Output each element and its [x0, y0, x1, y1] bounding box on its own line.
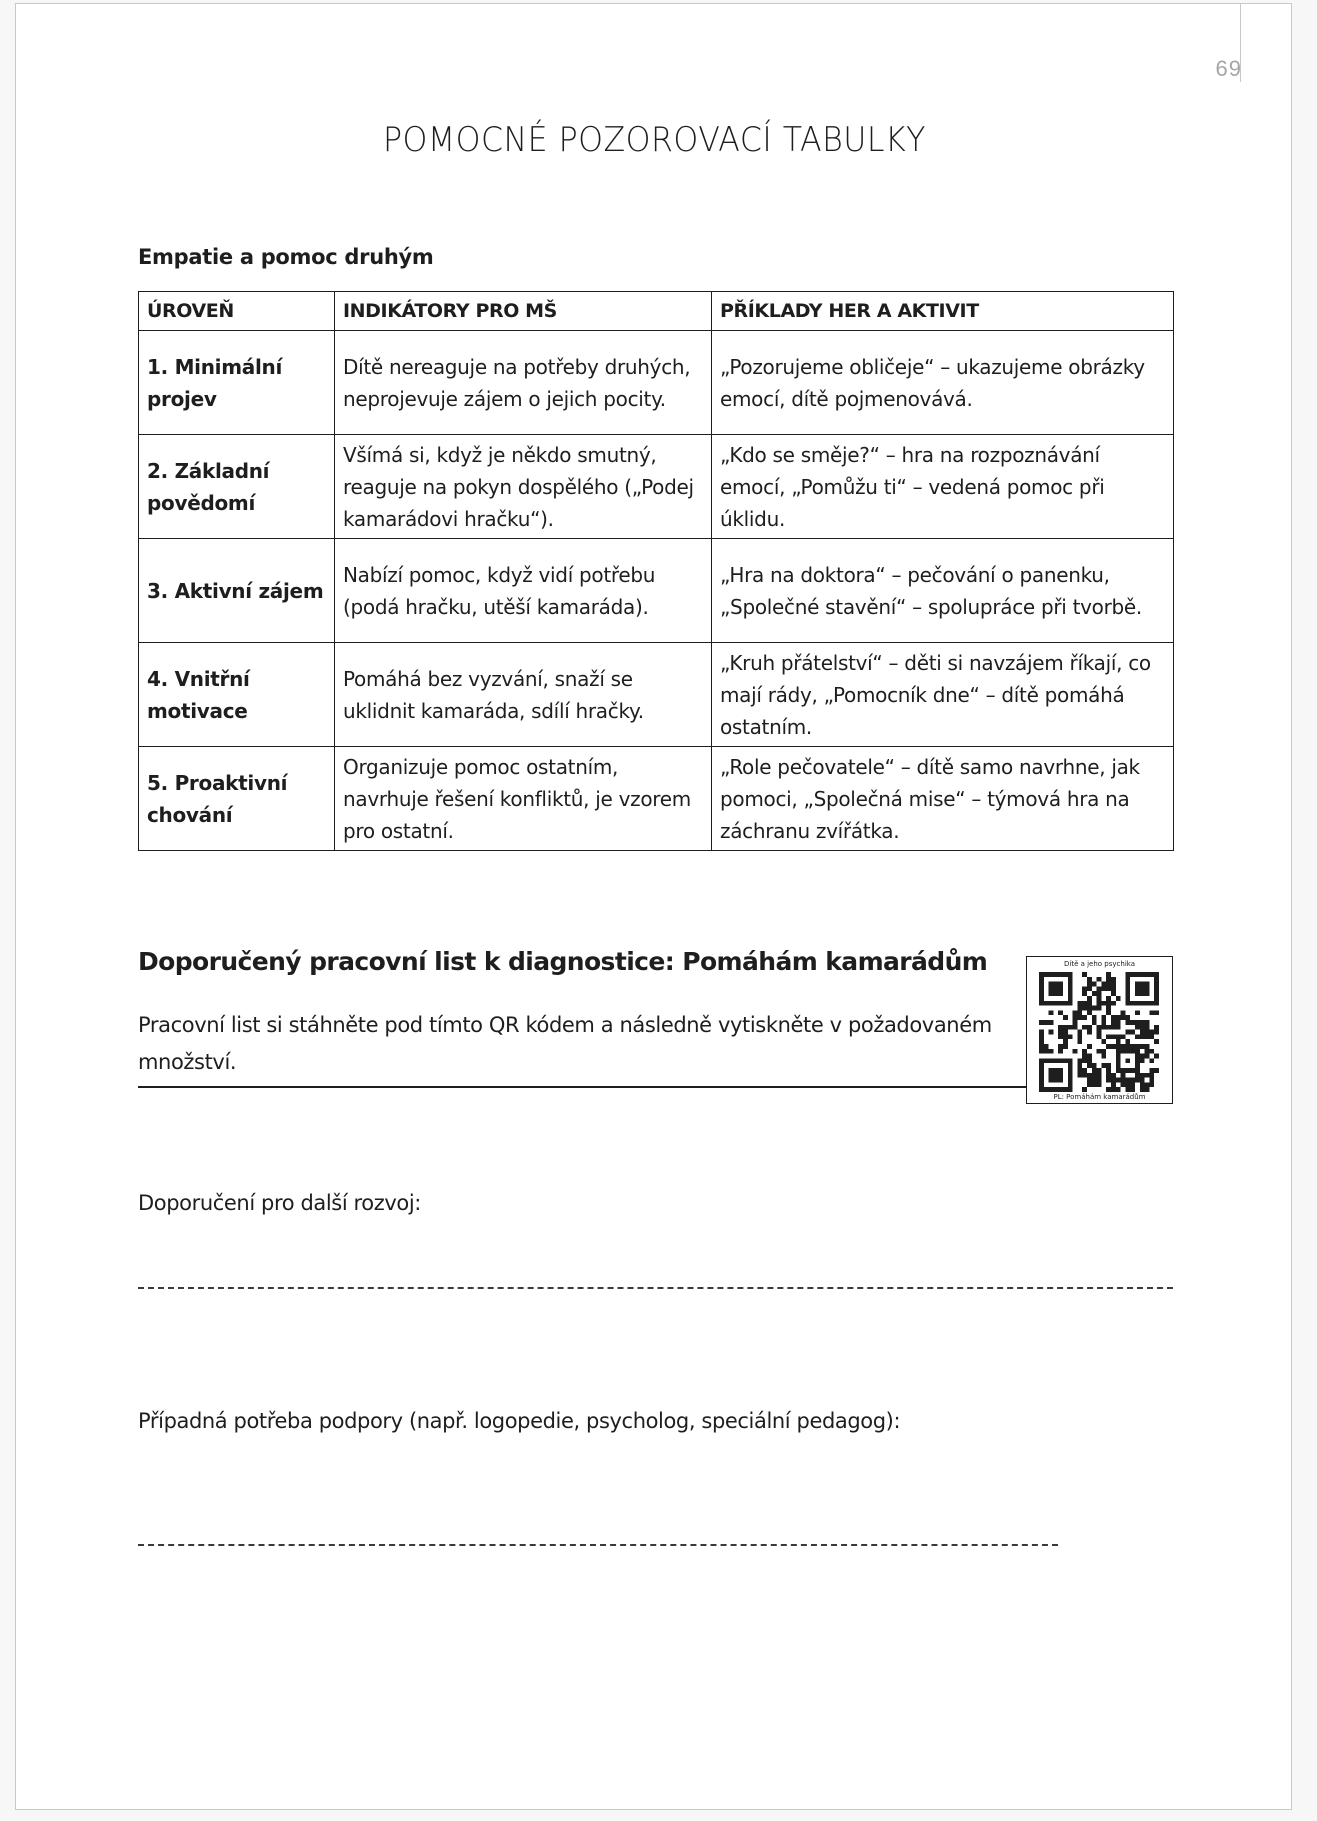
qr-module — [1154, 1039, 1159, 1044]
qr-module — [1039, 1049, 1044, 1054]
qr-module — [1058, 1030, 1063, 1035]
qr-module — [1097, 1034, 1102, 1039]
qr-module — [1130, 1030, 1135, 1035]
column-header-level: ÚROVEŇ — [139, 292, 335, 331]
qr-module — [1087, 1082, 1092, 1087]
qr-module — [1092, 1078, 1097, 1083]
qr-module — [1077, 1039, 1082, 1044]
qr-module — [1125, 1030, 1130, 1035]
qr-module — [1097, 1025, 1102, 1030]
qr-module — [1106, 1010, 1111, 1015]
qr-module — [1111, 986, 1116, 991]
qr-module — [1087, 1006, 1092, 1011]
qr-module — [1101, 1063, 1106, 1068]
qr-module — [1097, 1068, 1102, 1073]
qr-module — [1082, 1054, 1087, 1059]
qr-module — [1073, 1015, 1078, 1020]
qr-module — [1149, 1068, 1154, 1073]
qr-module — [1135, 1044, 1140, 1049]
qr-module — [1125, 1044, 1130, 1049]
qr-module — [1154, 1030, 1159, 1035]
qr-caption-bottom: PL: Pomáhám kamarádům — [1053, 1093, 1146, 1101]
qr-module — [1116, 1034, 1121, 1039]
qr-module — [1049, 1049, 1054, 1054]
qr-module — [1087, 1078, 1092, 1083]
qr-module — [1068, 1025, 1073, 1030]
qr-module — [1116, 1044, 1121, 1049]
qr-module — [1116, 1039, 1121, 1044]
qr-module — [1082, 1068, 1087, 1073]
qr-module — [1140, 1025, 1145, 1030]
development-recommendation-label: Doporučení pro další rozvoj: — [138, 1191, 421, 1215]
qr-module — [1111, 1020, 1116, 1025]
qr-module — [1149, 1058, 1154, 1063]
table-row — [139, 331, 1174, 435]
qr-module — [1077, 1015, 1082, 1020]
qr-module — [1097, 986, 1102, 991]
qr-module — [1116, 1020, 1121, 1025]
qr-module — [1097, 1078, 1102, 1083]
qr-module — [1121, 1082, 1126, 1087]
qr-module — [1106, 1044, 1111, 1049]
qr-module — [1111, 1087, 1116, 1092]
qr-module — [1082, 1049, 1087, 1054]
qr-module — [1082, 1025, 1087, 1030]
qr-module — [1058, 1010, 1063, 1015]
qr-module — [1082, 1006, 1087, 1011]
qr-module — [1063, 1025, 1068, 1030]
qr-module — [1082, 972, 1087, 977]
qr-module — [1092, 1068, 1097, 1073]
qr-module — [1097, 977, 1102, 982]
qr-module — [1097, 991, 1102, 996]
qr-module — [1087, 1025, 1092, 1030]
qr-module — [1077, 1073, 1082, 1078]
section-heading: Empatie a pomoc druhým — [138, 245, 434, 269]
qr-module — [1063, 1034, 1068, 1039]
qr-module — [1077, 1001, 1082, 1006]
qr-module — [1125, 1020, 1130, 1025]
qr-module — [1140, 1073, 1145, 1078]
qr-module — [1106, 972, 1111, 977]
qr-module — [1039, 1030, 1044, 1035]
qr-module — [1106, 1068, 1111, 1073]
qr-module — [1145, 1054, 1150, 1059]
qr-module — [1101, 1049, 1106, 1054]
qr-module — [1125, 1082, 1130, 1087]
qr-module — [1101, 1039, 1106, 1044]
qr-module — [1121, 1078, 1126, 1083]
qr-module — [1087, 977, 1092, 982]
indicators-cell: Pomáhá bez vyzvání, snaží se uklidnit kamaráda, sdílí hračky. — [335, 643, 712, 747]
qr-module — [1058, 1049, 1063, 1054]
qr-module — [1140, 1082, 1145, 1087]
qr-code-box[interactable] — [1026, 956, 1173, 1104]
qr-module — [1058, 1044, 1063, 1049]
qr-module — [1135, 1010, 1140, 1015]
qr-module — [1063, 1044, 1068, 1049]
qr-module — [1101, 1015, 1106, 1020]
qr-module — [1101, 1001, 1106, 1006]
page-number: 69 — [1215, 56, 1242, 81]
development-recommendation-line[interactable] — [138, 1287, 1173, 1289]
qr-module — [1092, 1073, 1097, 1078]
qr-module — [1111, 1073, 1116, 1078]
qr-module — [1121, 1073, 1126, 1078]
qr-module — [1130, 1020, 1135, 1025]
qr-module — [1082, 1073, 1087, 1078]
observation-table — [138, 291, 1174, 851]
qr-module — [1097, 1082, 1102, 1087]
qr-module — [1121, 1044, 1126, 1049]
qr-module — [1073, 1025, 1078, 1030]
indicators-cell: Dítě nereaguje na potřeby druhých, neprojevuje zájem o jejich pocity. — [335, 331, 712, 435]
qr-module — [1130, 1082, 1135, 1087]
qr-module — [1082, 991, 1087, 996]
qr-module — [1049, 1068, 1063, 1082]
qr-module — [1145, 1034, 1150, 1039]
qr-module — [1111, 977, 1116, 982]
document-page — [15, 3, 1292, 1810]
qr-module — [1058, 1025, 1063, 1030]
support-needs-label: Případná potřeba podpory (např. logopedie, psycholog, speciální pedagog): — [138, 1409, 901, 1433]
qr-module — [1106, 1078, 1111, 1083]
qr-module — [1077, 1058, 1082, 1063]
qr-module — [1092, 991, 1097, 996]
indicators-cell: Všímá si, když je někdo smutný, reaguje na pokyn dospělého („Podej kamarádovi hračku“). — [335, 435, 712, 539]
qr-module — [1068, 1034, 1073, 1039]
qr-module — [1135, 1034, 1140, 1039]
qr-module — [1154, 1068, 1159, 1073]
qr-module — [1106, 1063, 1111, 1068]
qr-module — [1145, 1073, 1150, 1078]
qr-module — [1145, 1025, 1150, 1030]
qr-module — [1116, 1015, 1121, 1020]
qr-module — [1087, 986, 1092, 991]
worksheet-divider — [138, 1086, 1026, 1088]
qr-module — [1140, 1078, 1145, 1083]
qr-module — [1039, 1039, 1044, 1044]
qr-module — [1106, 1001, 1111, 1006]
qr-module — [1130, 1078, 1135, 1083]
table-row — [139, 435, 1174, 539]
qr-module — [1149, 1049, 1154, 1054]
qr-module — [1092, 1020, 1097, 1025]
qr-module — [1154, 1025, 1159, 1030]
qr-module — [1145, 1082, 1150, 1087]
qr-caption-top: Dítě a jeho psychika — [1063, 960, 1135, 968]
qr-module — [1049, 982, 1063, 996]
qr-module — [1154, 1010, 1159, 1015]
qr-module — [1149, 1010, 1154, 1015]
qr-module — [1063, 1039, 1068, 1044]
page-title: POMOCNÉ POZOROVACÍ TABULKY — [383, 120, 926, 160]
qr-module — [1044, 1044, 1049, 1049]
level-cell: 3. Aktivní zájem — [139, 539, 335, 643]
qr-module — [1087, 1010, 1092, 1015]
qr-module — [1049, 1010, 1054, 1015]
examples-cell: „Hra na doktora“ – pečování o panenku, „Společné stavění“ – spolupráce při tvorbě. — [712, 539, 1174, 643]
qr-module — [1111, 991, 1116, 996]
indicators-cell: Organizuje pomoc ostatním, navrhuje řešení konfliktů, je vzorem pro ostatní. — [335, 747, 712, 851]
qr-module — [1140, 1044, 1145, 1049]
qr-module — [1149, 1078, 1154, 1083]
qr-module — [1087, 1030, 1092, 1035]
worksheet-instructions: Pracovní list si stáhněte pod tímto QR kódem a následně vytiskněte v požadovaném množství. — [138, 1013, 992, 1074]
qr-module — [1077, 1068, 1082, 1073]
examples-cell: „Role pečovatele“ – dítě samo navrhne, jak pomoci, „Společná mise“ – týmová hra na záchranu zvířátka. — [712, 747, 1174, 851]
qr-module — [1097, 996, 1102, 1001]
qr-module — [1092, 1063, 1097, 1068]
qr-module — [1073, 1020, 1078, 1025]
qr-module — [1125, 1015, 1130, 1020]
qr-module — [1087, 1044, 1092, 1049]
qr-module — [1082, 1015, 1087, 1020]
qr-module — [1111, 1082, 1116, 1087]
qr-module — [1145, 1049, 1150, 1054]
level-cell: 1. Minimální projev — [139, 331, 335, 435]
qr-module — [1106, 996, 1111, 1001]
qr-module — [1087, 1058, 1092, 1063]
qr-module — [1116, 1087, 1121, 1092]
qr-module — [1097, 1049, 1102, 1054]
qr-module — [1106, 986, 1111, 991]
indicators-cell: Nabízí pomoc, když vidí potřebu (podá hračku, utěší kamaráda). — [335, 539, 712, 643]
table-row — [139, 747, 1174, 851]
qr-module — [1097, 1073, 1102, 1078]
qr-module — [1077, 1030, 1082, 1035]
table-header-row — [139, 292, 1174, 331]
qr-module — [1049, 1030, 1054, 1035]
qr-module — [1145, 1020, 1150, 1025]
level-cell: 2. Základní povědomí — [139, 435, 335, 539]
qr-module — [1106, 1073, 1111, 1078]
qr-module — [1140, 1034, 1145, 1039]
qr-module — [1073, 1010, 1078, 1015]
qr-module — [1082, 986, 1087, 991]
qr-module — [1106, 1025, 1111, 1030]
qr-module — [1049, 1020, 1054, 1025]
qr-module — [1116, 1025, 1121, 1030]
qr-module — [1063, 1015, 1068, 1020]
qr-module — [1082, 1087, 1087, 1092]
qr-module — [1106, 1006, 1111, 1011]
qr-module — [1125, 1058, 1130, 1063]
column-header-examples: PŘÍKLADY HER A AKTIVIT — [712, 292, 1174, 331]
qr-module — [1101, 1025, 1106, 1030]
qr-module — [1087, 1054, 1092, 1059]
qr-module — [1111, 1044, 1116, 1049]
examples-cell: „Kdo se směje?“ – hra na rozpoznávání emocí, „Pomůžu ti“ – vedená pomoc při úklidu. — [712, 435, 1174, 539]
qr-module — [1149, 1082, 1154, 1087]
qr-module — [1116, 996, 1121, 1001]
qr-module — [1101, 1054, 1106, 1059]
qr-module — [1121, 1015, 1126, 1020]
qr-module — [1130, 1044, 1135, 1049]
examples-cell: „Kruh přátelství“ – děti si navzájem říkají, co mají rády, „Pomocník dne“ – dítě pomáhá ostatním. — [712, 643, 1174, 747]
qr-module — [1125, 1078, 1130, 1083]
level-cell: 4. Vnitřní motivace — [139, 643, 335, 747]
qr-module — [1121, 1034, 1126, 1039]
qr-module — [1092, 982, 1097, 987]
qr-module — [1087, 1001, 1092, 1006]
table-row — [139, 539, 1174, 643]
qr-module — [1135, 1073, 1140, 1078]
qr-module — [1145, 1044, 1150, 1049]
qr-module — [1092, 1082, 1097, 1087]
qr-module — [1101, 982, 1106, 987]
qr-module — [1111, 1078, 1116, 1083]
qr-module — [1149, 1034, 1154, 1039]
qr-module — [1073, 1049, 1078, 1054]
qr-module — [1077, 1006, 1082, 1011]
qr-module — [1101, 986, 1106, 991]
qr-module — [1044, 1020, 1049, 1025]
qr-module — [1140, 1058, 1145, 1063]
qr-module — [1125, 1039, 1130, 1044]
column-header-indicators: INDIKÁTORY PRO MŠ — [335, 292, 712, 331]
qr-module — [1140, 1030, 1145, 1035]
qr-module — [1092, 1015, 1097, 1020]
qr-module — [1145, 1030, 1150, 1035]
qr-module — [1087, 1073, 1092, 1078]
qr-module — [1087, 1063, 1092, 1068]
qr-module — [1044, 1049, 1049, 1054]
examples-cell: „Pozorujeme obličeje“ – ukazujeme obrázky emocí, dítě pojmenovává. — [712, 331, 1174, 435]
qr-module — [1082, 1001, 1087, 1006]
qr-module — [1082, 1058, 1087, 1063]
qr-module — [1039, 1034, 1044, 1039]
qr-module — [1097, 1001, 1102, 1006]
qr-module — [1121, 1010, 1126, 1015]
qr-module — [1092, 1006, 1097, 1011]
qr-module — [1077, 1034, 1082, 1039]
qr-module — [1039, 1020, 1044, 1025]
qr-module — [1087, 982, 1092, 987]
qr-module — [1106, 1034, 1111, 1039]
qr-module — [1039, 1044, 1044, 1049]
qr-module — [1111, 1015, 1116, 1020]
qr-module — [1135, 1020, 1140, 1025]
worksheet-heading: Doporučený pracovní list k diagnostice: Pomáhám kamarádům — [138, 947, 988, 976]
qr-module — [1145, 1087, 1150, 1092]
qr-module — [1058, 1034, 1063, 1039]
level-cell: 5. Proaktivní chování — [139, 747, 335, 851]
qr-module — [1063, 1030, 1068, 1035]
qr-module — [1101, 1020, 1106, 1025]
qr-module — [1135, 1078, 1140, 1083]
qr-module — [1116, 1078, 1121, 1083]
qr-module — [1140, 1020, 1145, 1025]
qr-module — [1106, 977, 1111, 982]
support-needs-line[interactable] — [138, 1544, 1058, 1546]
qr-module — [1097, 1030, 1102, 1035]
qr-module — [1135, 982, 1149, 996]
qr-module — [1154, 1054, 1159, 1059]
qr-module — [1135, 1025, 1140, 1030]
qr-module — [1140, 1087, 1145, 1092]
qr-module — [1125, 1087, 1130, 1092]
qr-module — [1111, 1034, 1116, 1039]
table-row — [139, 643, 1174, 747]
qr-module — [1149, 1073, 1154, 1078]
qr-module — [1097, 1006, 1102, 1011]
qr-module — [1106, 982, 1111, 987]
qr-module — [1149, 1030, 1154, 1035]
qr-module — [1106, 1087, 1111, 1092]
qr-module — [1077, 1010, 1082, 1015]
qr-module — [1077, 1063, 1082, 1068]
qr-module — [1130, 1087, 1135, 1092]
qr-module — [1140, 1054, 1145, 1059]
qr-code-icon[interactable] — [1037, 972, 1161, 1092]
qr-module — [1087, 996, 1092, 1001]
qr-module — [1111, 1025, 1116, 1030]
qr-module — [1111, 982, 1116, 987]
qr-module — [1111, 1001, 1116, 1006]
